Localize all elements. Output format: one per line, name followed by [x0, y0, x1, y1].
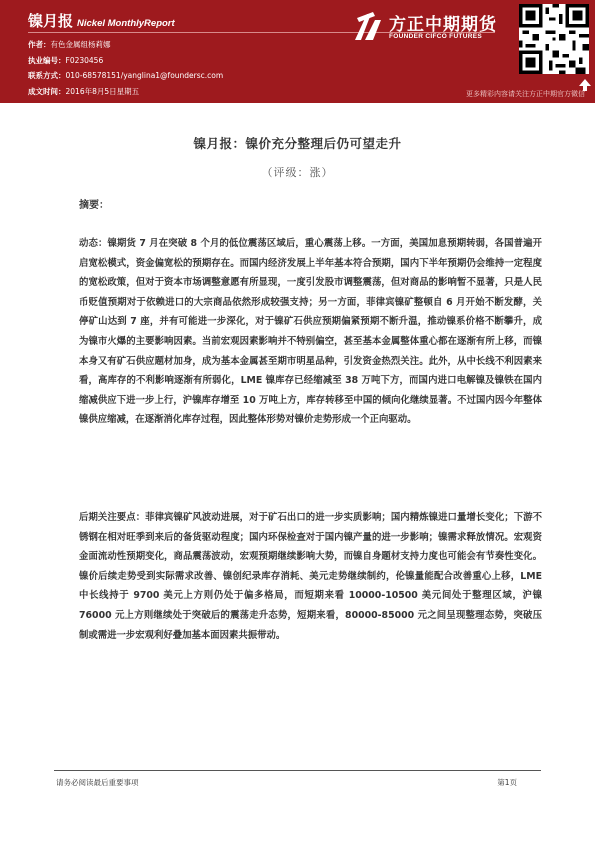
report-header	[0, 0, 595, 103]
author-row	[28, 39, 111, 50]
date-row	[28, 86, 139, 97]
qr-code-icon	[519, 4, 589, 74]
date-value: 2016年8月5日星期五	[65, 87, 140, 96]
report-name	[28, 10, 175, 31]
footer-disclaimer: 请务必阅读最后重要事项	[56, 778, 139, 787]
paragraph-focus-points: 后期关注要点：菲律宾镍矿风波动进展，对于矿石出口的进一步实质影响；国内精炼镍进口量增长变化；下游不锈钢在相对旺季到来后的备货驱动程度；国内环保检查对于国内镍产量的进一步影响；镍需求释放情况。宏观资金面流动性预期变化，商品震荡波动，宏观预期继续影响大势，而镍自身题材支持力度也可能会有节奏性变化。镍价后续走势受到实际需求改善、镍创纪录库存消耗、美元走势继续制约，伦镍量能配合改善重心上移，LME 中长线持于 9700 美元上方则仍处于偏多格局，而短期来看 10000-10500 美元间处于整理区域，沪镍 76000 元上方则继续处于突破后的震荡走升态势，短期来看，80000-85000 元之间呈现整理态势，突破压制或需进一步宏观利好叠加基本面因素共振带动。	[79, 512, 542, 641]
report-name-en: Nickel MonthlyReport	[77, 18, 175, 29]
company-name-cn: 方正中期期货	[389, 15, 497, 35]
founder-logo-icon	[353, 10, 383, 42]
report-name-cn: 镍月报	[28, 12, 74, 30]
author-value: 有色金属组杨莉娜	[50, 40, 111, 49]
date-label: 成文时间：	[28, 87, 66, 96]
license-row	[28, 55, 103, 66]
company-logo	[353, 8, 513, 48]
page-number: 第1页	[497, 778, 517, 787]
author-label: 作者：	[28, 40, 51, 49]
paragraph-dynamics: 动态：镍期货 7 月在突破 8 个月的低位震荡区域后，重心震荡上移。一方面，美国加息预期转弱，各国普遍开启宽松模式，资金偏宽松的预期存在。而国内经济发展上半年基本符合预期，国内下半年预期仍会维持一定程度的宽松政策，但对于资本市场调整意愿有所显现，一度引发股市调整震荡，但对商品的影响暂不显著，只是人民币贬值预期对于依赖进口的大宗商品依然形成较强支持；另一方面，菲律宾镍矿整顿自 6 月开始不断发酵，关停矿山达到 7 座，并有可能进一步深化，对于镍矿石供应预期偏紧预期不断升温，推动镍系价格不断攀升，成为镍市火爆的主要影响因素。当前宏观因素影响并不特别偏空，甚至基本金属整体重心都在逐渐有所上移，而镍本身又有矿石供应题材加身，成为基本金属甚至期市明星品种，引发资金热烈关注。此外，从中长线不利因素来看，高库存的不利影响逐渐有所弱化，LME 镍库存已经缩减至 38 万吨下方，而国内进口电解镍及镍铁在国内缩减供应下进一步上行，沪镍库存增至 10 万吨上方，库存转移至中国的倾向化继续显著。不过国内因今年整体镍供应缩减，在逐渐消化库存过程，因此整体形势对镍价走势形成一个正向驱动。	[79, 238, 542, 426]
contact-label: 联系方式：	[28, 71, 66, 80]
company-name-en: FOUNDER CIFCO FUTURES	[389, 33, 482, 40]
contact-value[interactable]: 010-68578151/yanglina1@foundersc.com	[65, 71, 224, 80]
footer-divider	[54, 770, 541, 771]
license-label: 执业编号：	[28, 56, 66, 65]
qr-caption: 更多精彩内容请关注方正中期官方微信	[466, 90, 585, 98]
wechat-qr-code	[519, 4, 589, 74]
abstract-heading: 摘要：	[79, 200, 109, 211]
document-title: 镍月报：镍价充分整理后仍可望走升	[193, 136, 402, 151]
license-value: F0230456	[65, 56, 104, 65]
rating-label: （评级：涨）	[261, 166, 334, 179]
contact-row	[28, 70, 223, 81]
